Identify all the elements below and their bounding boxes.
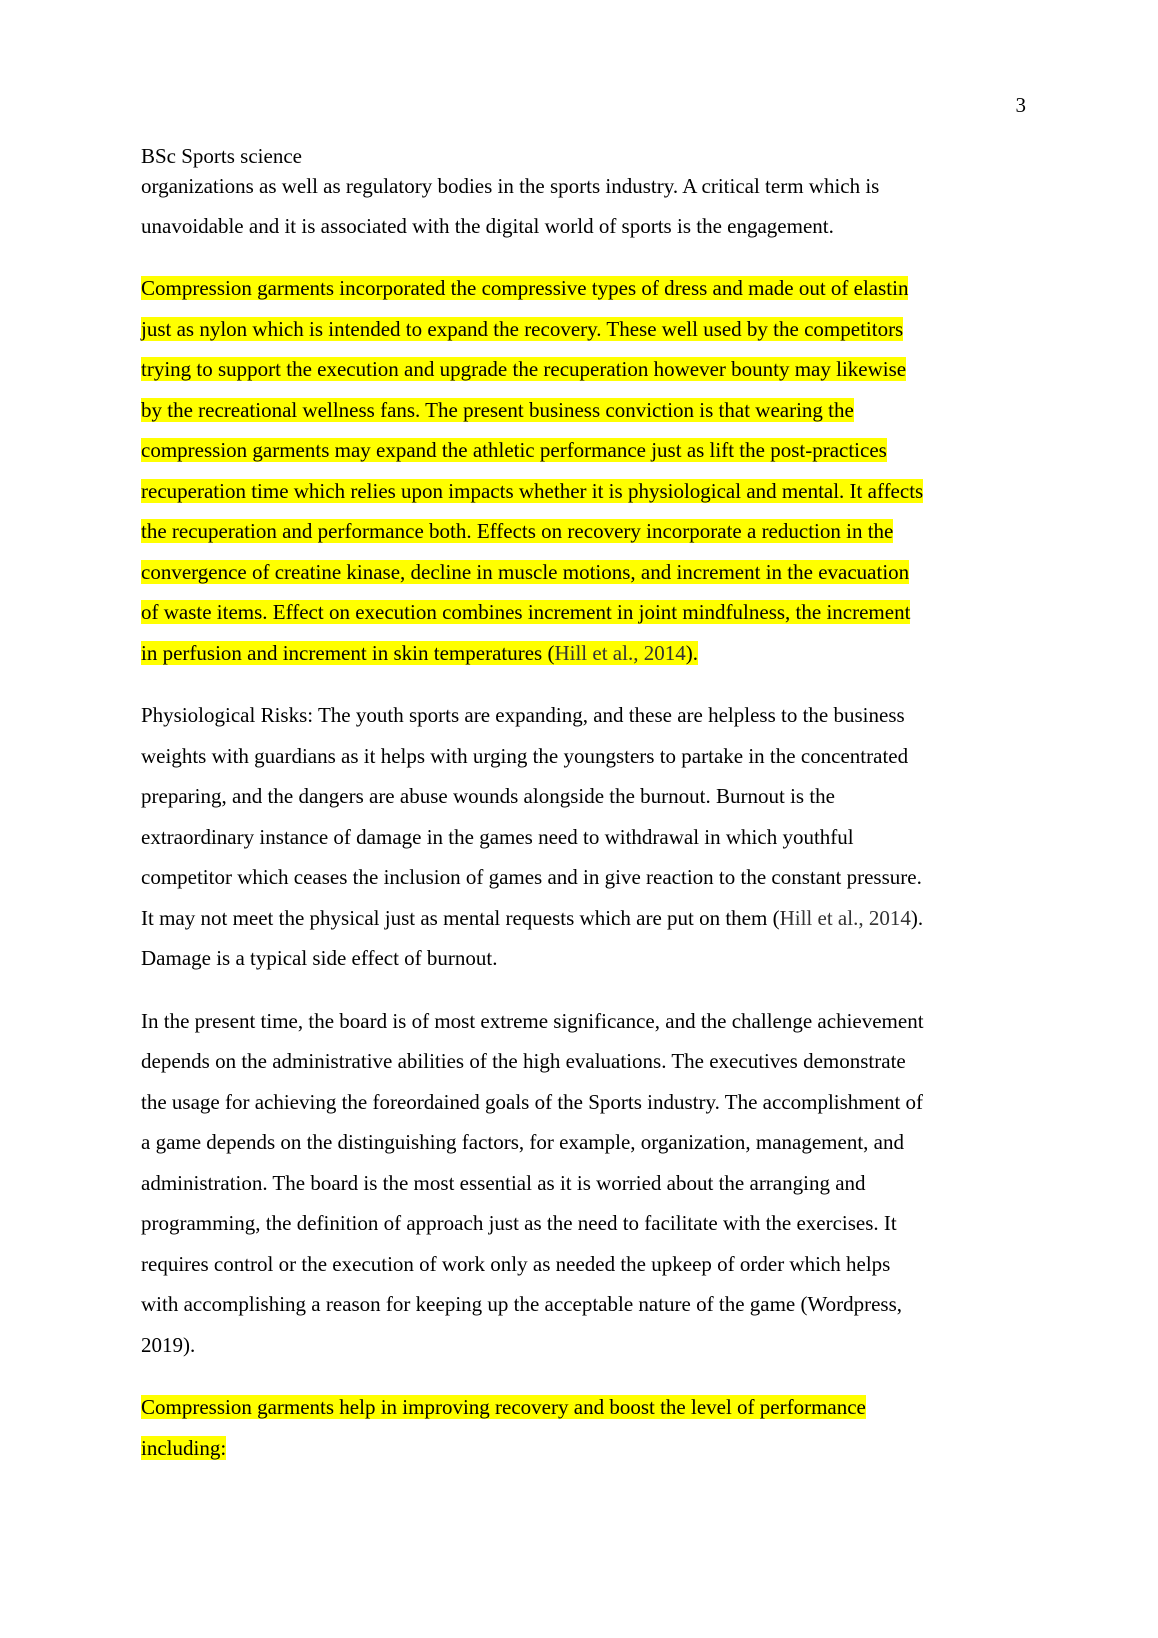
paragraph-compression-benefits (141, 1387, 1031, 1468)
citation: Hill et al., 2014 (779, 905, 911, 930)
paragraph-text: Physiological Risks: The youth sports are expanding, and these are helpless to the business weights with guardians as it helps with urging the youngsters to partake in the concentrated preparing, and the dangers are abuse wounds alongside the burnout. Burnout is the extraordinary instance of damage in the games need to withdrawal in which youthful competitor which ceases the inclusion of games and in give reaction to the constant pressure. It may not meet the physical just as mental requests which are put on them ( (141, 703, 922, 930)
paragraph-compression-garments (141, 268, 1031, 673)
paragraph-management: In the present time, the board is of most extreme significance, and the challenge achievement depends on the administrative abilities of the high evaluations. The executives demonstrate the usage for achieving the foreordained goals of the Sports industry. The accomplishment of a game depends on the distinguishing factors, for example, organization, management, and administration. The board is the most essential as it is worried about the arranging and programming, the definition of approach just as the need to facilitate with the exercises. It requires control or the execution of work only as needed the upkeep of order which helps with accomplishing a reason for keeping up the acceptable nature of the game (Wordpress, 2019). (141, 1008, 924, 1357)
running-head: BSc Sports science (141, 144, 302, 168)
page-number: 3 (1015, 93, 1026, 117)
citation: Hill et al., 2014 (554, 640, 686, 665)
highlighted-text: Compression garments help in improving recovery and boost the level of performance including: (141, 1395, 866, 1460)
paragraph-physiological-risks (141, 695, 1031, 979)
paragraph-intro-continuation: organizations as well as regulatory bodies in the sports industry. A critical term which is unavoidable and it is associated with the digital world of sports is the engagement. (141, 174, 880, 238)
document-body (141, 166, 1031, 1490)
paragraph-text-end: ). Damage is a typical side effect of burnout. (141, 905, 924, 970)
highlighted-text: Compression garments incorporated the compressive types of dress and made out of elastin just as nylon which is intended to expand the recovery. These well used by the competitors trying to support the execution and upgrade the recuperation however bounty may likewise by the recreational wellness fans. The present business conviction is that wearing the compression garments may expand the athletic performance just as lift the post-practices recuperation time which relies upon impacts whether it is physiological and mental. It affects the recuperation and performance both. Effects on recovery incorporate a reduction in the convergence of creatine kinase, decline in muscle motions, and increment in the evacuation of waste items. Effect on execution combines increment in joint mindfulness, the increment in perfusion and increment in skin temperatures ( (141, 276, 924, 665)
highlighted-text-end: ). (685, 640, 698, 665)
